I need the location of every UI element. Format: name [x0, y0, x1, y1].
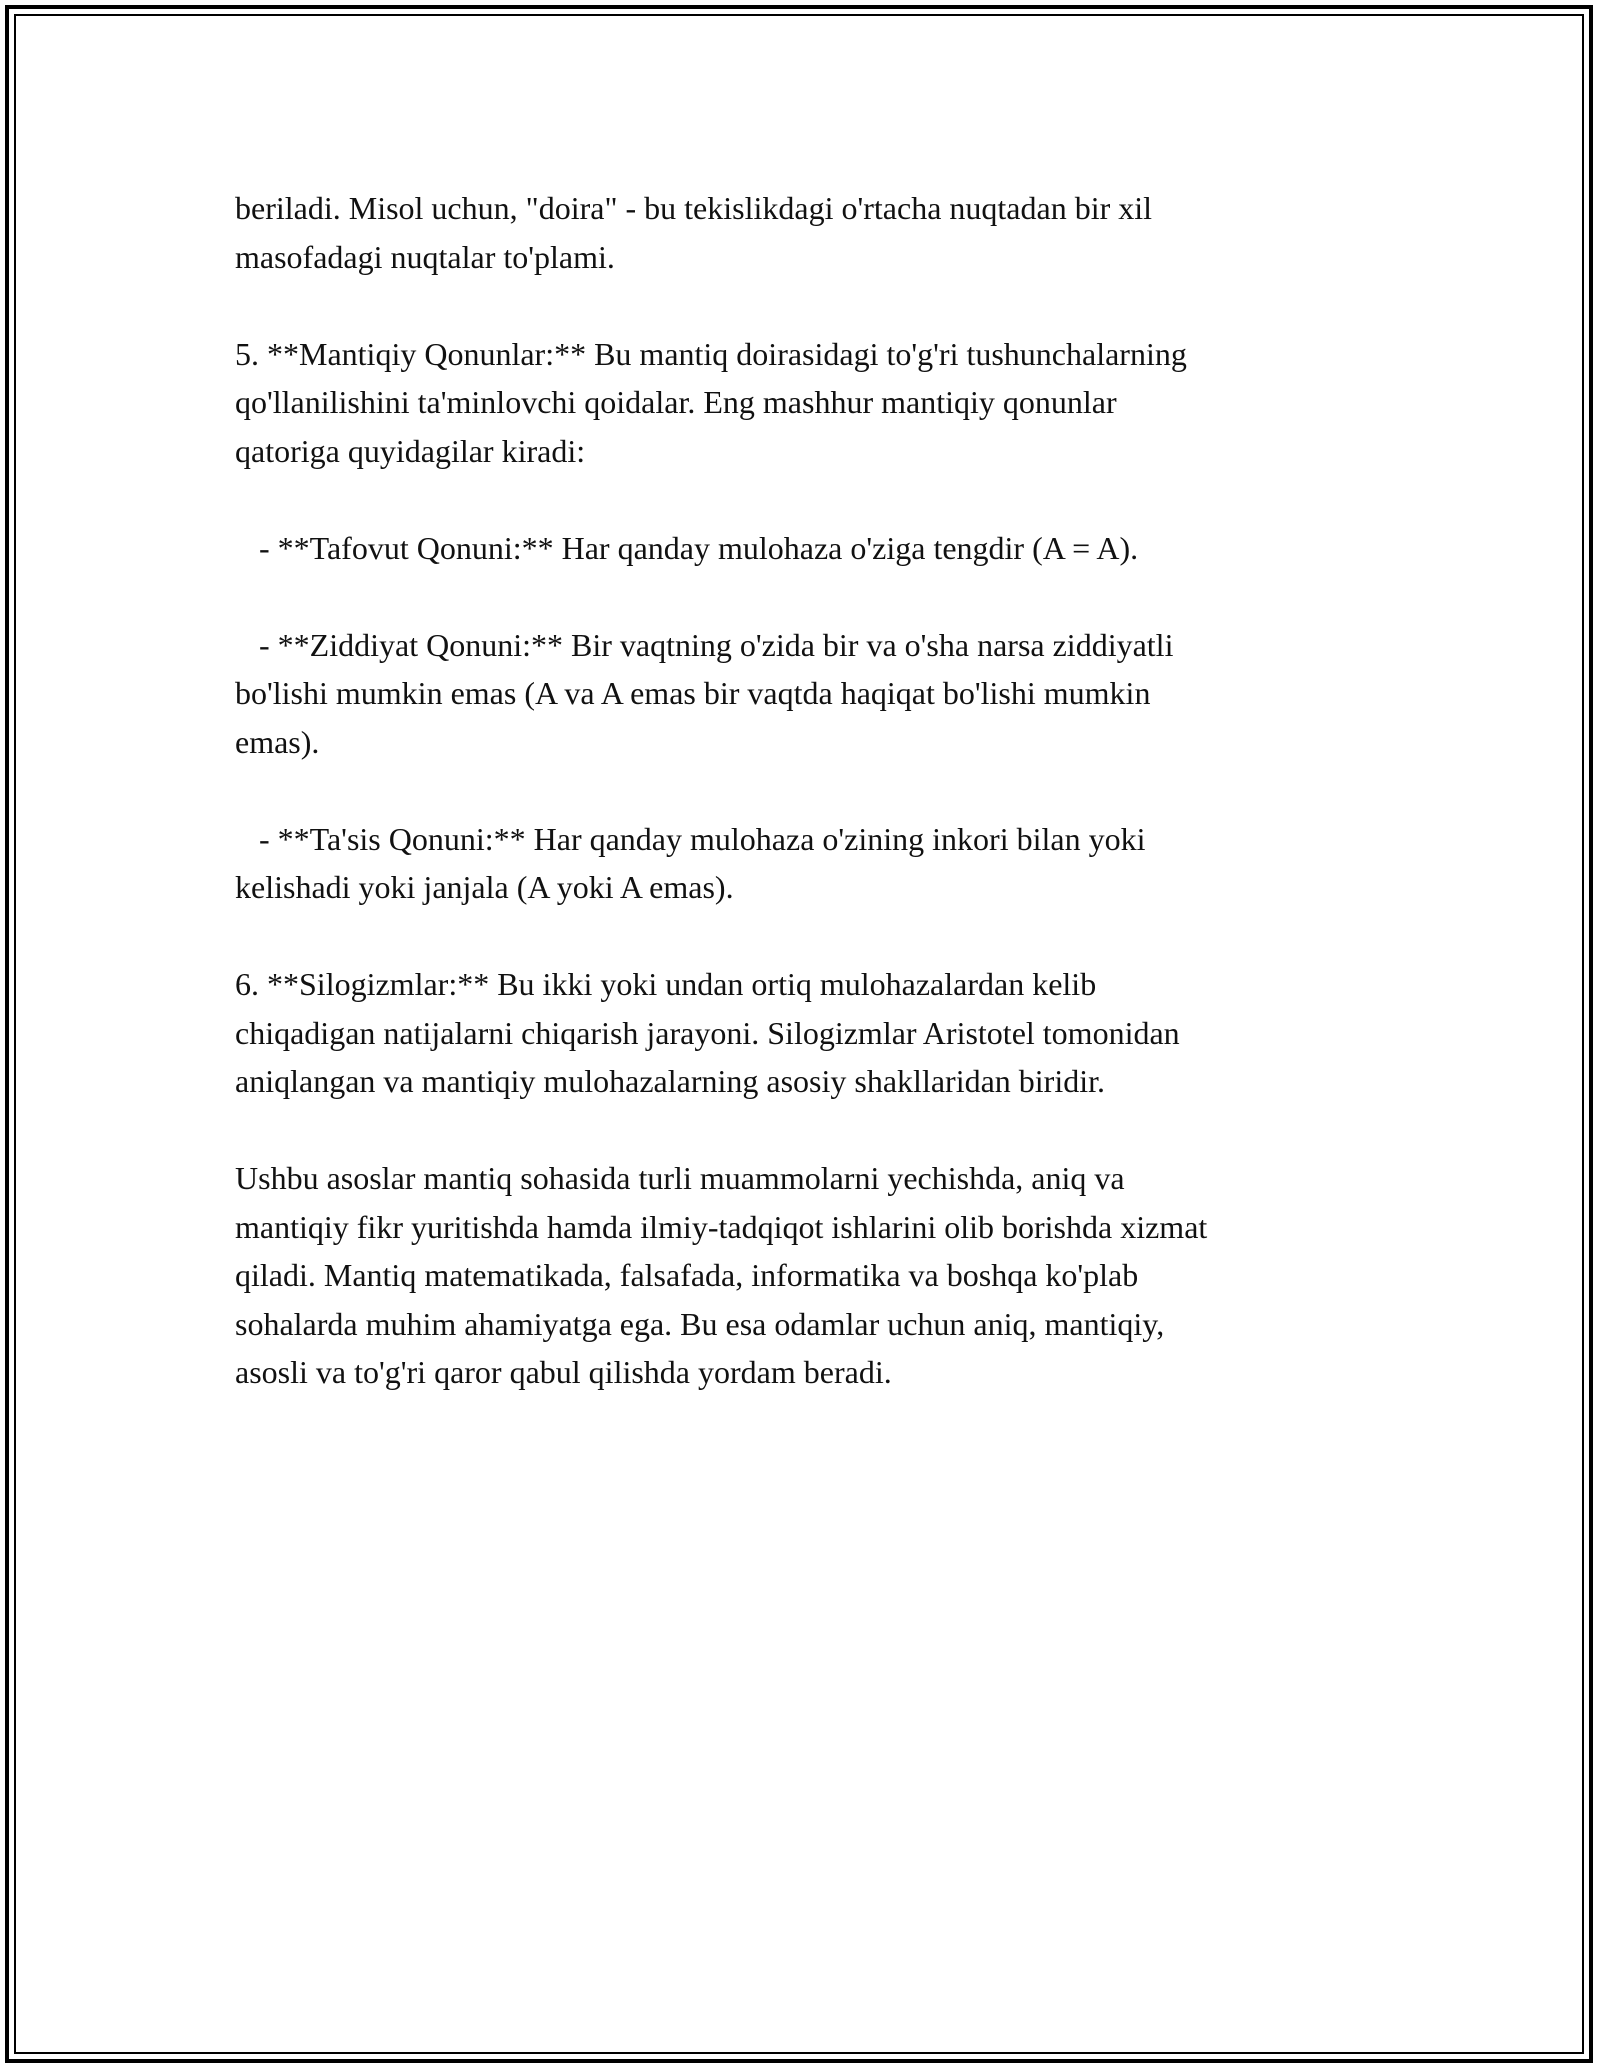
text-line: 5. **Mantiqiy Qonunlar:** Bu mantiq doirasidagi to'g'ri tushunchalarning: [235, 335, 1187, 372]
paragraph-conclusion: [235, 1154, 1365, 1397]
text-line: qatoriga quyidagilar kiradi:: [235, 432, 586, 469]
text-line: - **Ta'sis Qonuni:** Har qanday mulohaza o'zining inkori bilan yoki: [235, 820, 1146, 857]
paragraph-circle-definition: [235, 184, 1365, 281]
text-line: qo'llanilishini ta'minlovchi qoidalar. Eng mashhur mantiqiy qonunlar: [235, 384, 1117, 420]
paragraph-syllogisms: [235, 960, 1365, 1106]
list-item-contradiction-law: [235, 621, 1365, 767]
text-line: bo'lishi mumkin emas (A va A emas bir vaqtda haqiqat bo'lishi mumkin: [235, 675, 1151, 711]
document-body: [235, 184, 1365, 1445]
text-line: sohalarda muhim ahamiyatga ega. Bu esa odamlar uchun aniq, mantiqiy,: [235, 1305, 1165, 1342]
text-line: 6. **Silogizmlar:** Bu ikki yoki undan ortiq mulohazalardan kelib: [235, 966, 1097, 1002]
list-item-excluded-middle-law: [235, 815, 1365, 912]
text-line: asosli va to'g'ri qaror qabul qilishda yordam beradi.: [235, 1354, 892, 1390]
text-line: aniqlangan va mantiqiy mulohazalarning asosiy shakllaridan biridir.: [235, 1063, 1105, 1099]
list-item-identity-law: [235, 524, 1365, 573]
text-line: emas).: [235, 723, 320, 760]
paragraph-logical-laws: [235, 330, 1365, 476]
text-line: Ushbu asoslar mantiq sohasida turli muammolarni yechishda, aniq va: [235, 1160, 1125, 1196]
text-line: masofadagi nuqtalar to'plami.: [235, 238, 615, 275]
text-line: - **Ziddiyat Qonuni:** Bir vaqtning o'zida bir va o'sha narsa ziddiyatli: [235, 626, 1174, 663]
text-line: mantiqiy fikr yuritishda hamda ilmiy-tadqiqot ishlarini olib borishda xizmat: [235, 1208, 1208, 1245]
text-line: - **Tafovut Qonuni:** Har qanday mulohaza o'ziga tengdir (A = A).: [235, 529, 1139, 566]
text-line: qiladi. Mantiq matematikada, falsafada, informatika va boshqa ko'plab: [235, 1257, 1139, 1293]
text-line: kelishadi yoki janjala (A yoki A emas).: [235, 869, 734, 905]
text-line: beriladi. Misol uchun, "doira" - bu tekislikdagi o'rtacha nuqtadan bir xil: [235, 190, 1153, 226]
text-line: chiqadigan natijalarni chiqarish jarayoni. Silogizmlar Aristotel tomonidan: [235, 1014, 1180, 1051]
